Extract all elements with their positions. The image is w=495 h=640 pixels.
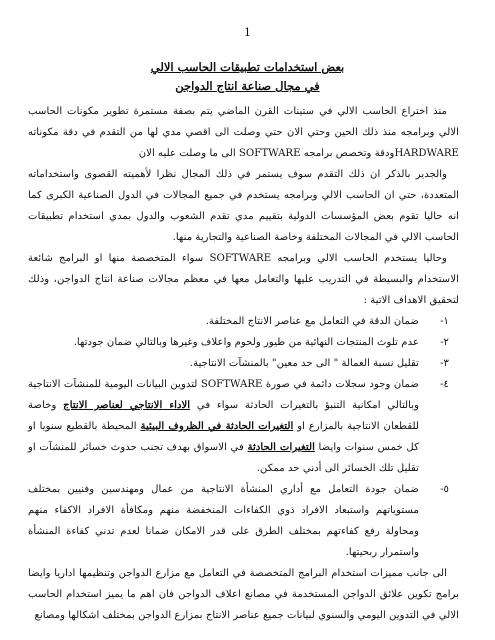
document-title (0, 58, 495, 96)
document-body (28, 101, 459, 626)
list-item-5 (28, 479, 459, 563)
list-item-1 (28, 311, 459, 332)
highlight-market-changes: التغيرات الحادثة (247, 441, 315, 453)
list-text: تقليل نسبة العمالة " الى حد معين" بالمنشآت الانتاجية. (189, 358, 419, 369)
paragraph-benefits: الى جانب مميزات استخدام البرامج المتخصصة في التعامل مع مزارع الدواجن وتنظيمها اداريا وايضا برامج تكوين علائق الدواجن المستخدمة في مصانع اعلاف الدواجن فان اهم ما يميز استخدام الحاسب الالي في التدوين اليومي والسنوي لبيانات جميع عناصر الانتاج بمزارع الدواجن بمختلف اشكالها ومصانع (28, 568, 459, 621)
paragraph-progress: والجدير بالذكر ان ذلك التقدم سوف يستمر في ذلك المجال نظرا لأهميته القصوى واستخداماته المتعددة، حتي ان الحاسب الالي وبرامجه يستخدم في جميع المجالات في الدول الصناعية الكبرى كما انه حاليا تقوم بعض المؤسسات الدولية بتقييم مدي تقدم الشعوب والدول بمدي استخدام تطبيقات الحاسب الالي في المجالات المختلفة وخاصة الصناعية والتجارية منها. (28, 169, 459, 243)
list-item-2 (28, 332, 459, 353)
list-number: ٢- (440, 337, 449, 348)
list-number: ١- (440, 316, 449, 327)
list-number: ٤- (440, 379, 449, 390)
list-text-part: في الاسواق بهدف تجنب حدوث خسائر للمنشآت او تقليل تلك الخسائر الى أدني حد ممكن. (28, 442, 419, 474)
list-text: عدم تلوث المنتجات النهائية من طيور ولحوم واعلاف وغيرها وبالتالي ضمان جودتها. (73, 337, 419, 348)
list-text-part: ضمان وجود سجلات دائمة في صورة SOFTWARE لتدوين البيانات اليومية للمنشآت الانتاجية وبالتالي امكانية التنبؤ بالتغيرات الحادثة سواء في (28, 379, 419, 411)
list-text-part: المحيطة بالقطيع سنويا او كل خمس سنوات وايضا (28, 421, 419, 453)
list-item-3 (28, 353, 459, 374)
list-text (28, 374, 419, 479)
list-text: ضمان جودة التعامل مع أداري المنشأة الانتاجية من عمال ومهندسين وفنيين بمختلف مستوياتهم واستبعاد الافراد ذوي الكفاءات المنخفضة منهم ومكافأة الافراد الاكفاء منهم ومحاولة رفع كفاءتهم بمختلف الطرق على قدر الامكان ضمانا لعدم تدني كفاءة المنشأة واستمرار ربحيتها. (28, 484, 419, 558)
paragraph-intro: منذ اختراع الحاسب الالي في ستينات القرن الماضي يتم بصفة مستمرة تطوير مكونات الحاسب الالي وبرامجه منذ ذلك الحين وحتي الان حتي وصلت الى اقصي مدي لها من التقدم في دقة مكوناته HARDWAREودقة وتخصص برامجه SOFTWARE الى ما وصلت عليه الان (28, 106, 459, 159)
title-line-2: في مجال صناعة انتاج الدواجن (175, 79, 320, 93)
title-line-1: بعض استخدامات تطبيقات الحاسب الالي (150, 60, 345, 74)
highlight-production-performance: الاداء الانتاجي لعناصر الانتاج (63, 399, 191, 411)
list-text-part: وخاصة للقطعان الانتاجية بالمزارع او (28, 400, 420, 432)
list-item-4 (28, 374, 459, 479)
page-number: 1 (244, 26, 251, 39)
list-number: ٣- (440, 358, 449, 369)
paragraph-usage: وحاليا يستخدم الحاسب الالي وبرامجه SOFTWARE سواء المتخصصة منها او البرامج شائعة الاستخدام والبسيطة في التدريب عليها والتعامل معها في معظم مجالات صناعة انتاج الدواجن، وذلك لتحقيق الاهداف الاتية : (28, 253, 459, 306)
highlight-environmental-changes: التغيرات الحادثة في الظروف البيئية (140, 420, 294, 432)
list-text: ضمان الدقة في التعامل مع عناصر الانتاج المختلفة. (205, 316, 419, 327)
list-number: ٥- (440, 484, 449, 495)
